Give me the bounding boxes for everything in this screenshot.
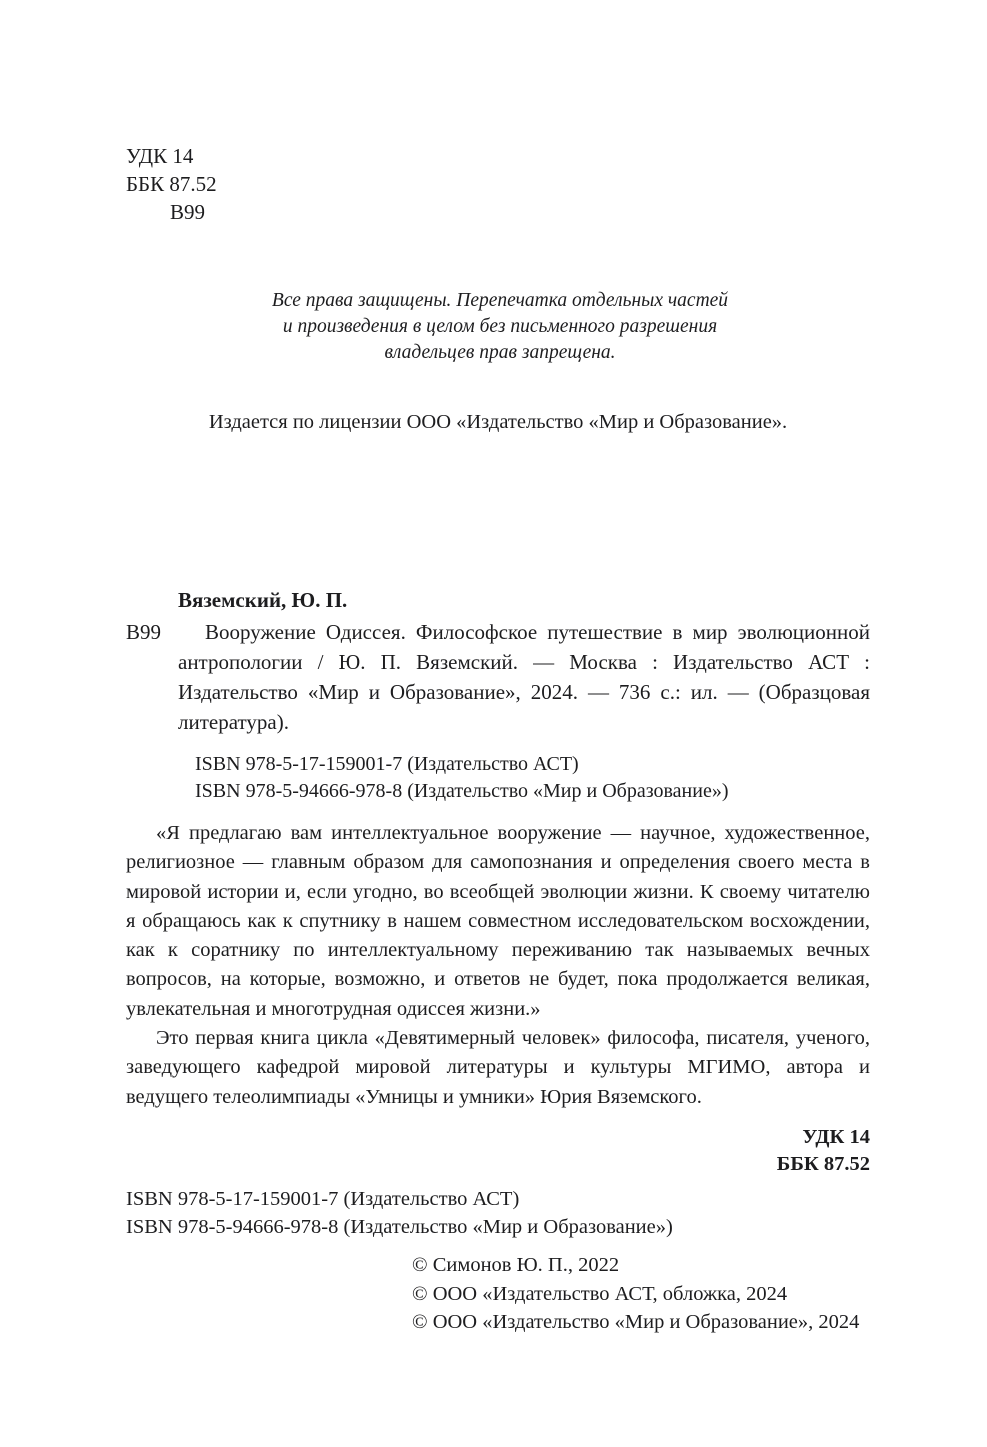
bbk-code-top: ББК 87.52: [126, 172, 217, 196]
rights-notice-line-3: владельцев прав запрещена.: [384, 342, 616, 363]
rights-notice-line-1: Все права защищены. Перепечатка отдельных частей: [271, 290, 729, 311]
isbn-block-bottom: [126, 1185, 826, 1241]
annotation-about-author: Это первая книга цикла «Девятимерный человек» философа, писателя, ученого, заведующего кафедрой мировой литературы и культуры МГИМО, автора и ведущего телеолимпиады «Умницы и умники» Юрия Вяземского.: [126, 1027, 870, 1108]
udk-code-record: УДК 14: [802, 1125, 870, 1148]
record-body: [126, 617, 870, 737]
record-isbn-ast: ISBN 978-5-17-159001-7 (Издательство АСТ): [195, 753, 579, 775]
annotation-quote: «Я предлагаю вам интеллектуальное вооружение — научное, художественное, религиозное — главным образом для самопознания и определения своего места в мировой истории и, если угодно, во всеобщей эволюции жизни. К своему читателю я обращаюсь как к спутнику в нашем совместном исследовательском восхождении, как к соратнику по интеллектуальному переживанию так называемых вечных вопросов, на которые, возможно, и ответов не будет, пока продолжается великая, увлекательная и многотрудная одиссея жизни.»: [126, 822, 870, 1020]
copyright-block: [412, 1251, 932, 1337]
copyright-line-mir-i-obrazovanie: © ООО «Издательство «Мир и Образование», 2024: [412, 1311, 860, 1333]
license-statement: Издается по лицензии ООО «Издательство «Мир и Образование».: [208, 411, 788, 433]
rights-notice-line-2: и произведения в целом без письменного разрешения: [282, 316, 718, 337]
isbn-bottom-mir-i-obrazovanie: ISBN 978-5-94666-978-8 (Издательство «Мир и Образование»): [126, 1216, 673, 1238]
record-author-sign: В99: [126, 620, 162, 644]
copyright-line-author: © Симонов Ю. П., 2022: [412, 1254, 620, 1276]
bibliographic-record: [126, 586, 870, 1178]
author-sign-top: В99: [170, 200, 206, 224]
bbk-code-record: ББК 87.52: [776, 1152, 870, 1175]
record-author-heading: Вяземский, Ю. П.: [178, 588, 348, 612]
record-isbn-list: [178, 751, 870, 805]
record-description: Вооружение Одиссея. Философское путешествие в мир эволюционной антропологии / Ю. П. Вяземский. — Москва : Издательство АСТ : Издательство «Мир и Образование», 2024. — 736 с.: ил. — (Образцовая литература).: [178, 620, 870, 734]
copyright-line-ast: © ООО «Издательство АСТ, обложка, 2024: [412, 1282, 788, 1305]
rights-notice: [180, 288, 820, 366]
classification-codes-top: [126, 142, 356, 226]
classification-codes-record: [126, 1124, 870, 1178]
record-isbn-mir-i-obrazovanie: ISBN 978-5-94666-978-8 (Издательство «Мир и Образование»): [195, 780, 729, 802]
isbn-bottom-ast: ISBN 978-5-17-159001-7 (Издательство АСТ): [126, 1188, 520, 1210]
udk-code-top: УДК 14: [126, 144, 194, 168]
